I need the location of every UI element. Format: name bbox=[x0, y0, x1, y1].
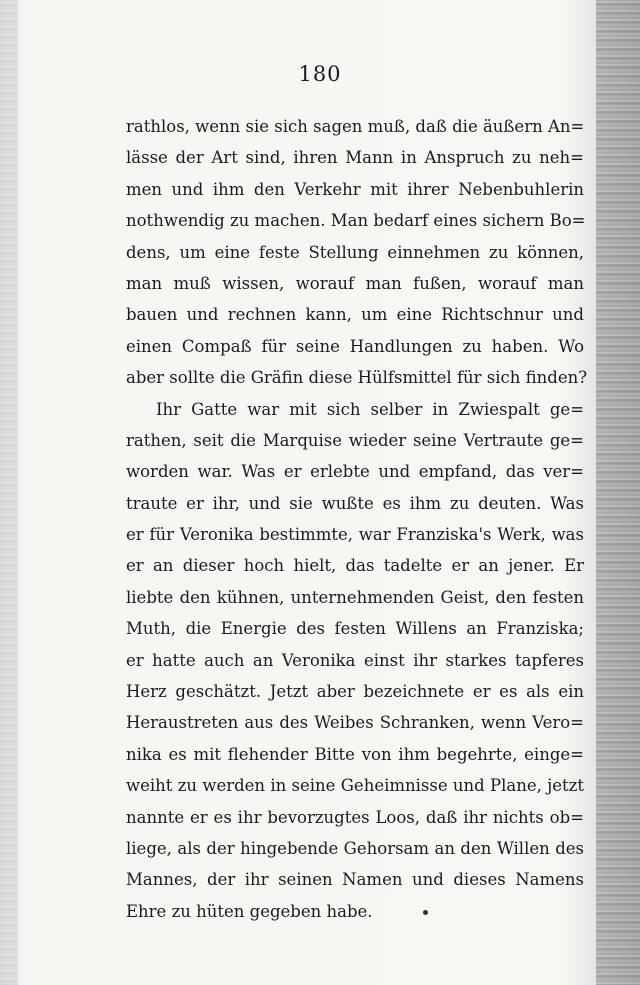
text-line: aber sollte die Gräfin diese Hülfsmittel für sich finden? bbox=[126, 368, 588, 388]
text-line: lässe der Art sind, ihren Mann in Anspruch zu neh= bbox=[126, 148, 584, 168]
text-line: Herz geschätzt. Jetzt aber bezeichnete er es als ein bbox=[126, 682, 584, 702]
text-line: er an dieser hoch hielt, das tadelte er an jener. Er bbox=[126, 556, 584, 576]
text-line: nika es mit flehender Bitte von ihm begehrte, einge= bbox=[126, 744, 584, 764]
ink-speck bbox=[423, 910, 428, 915]
text-line: rathlos, wenn sie sich sagen muß, daß die äußern An= bbox=[126, 117, 585, 136]
scan-left-edge bbox=[0, 0, 18, 985]
text-line: Heraustreten aus des Weibes Schranken, wenn Vero= bbox=[126, 713, 584, 733]
text-line: men und ihm den Verkehr mit ihrer Nebenbuhlerin bbox=[126, 179, 584, 199]
text-line: er für Veronika bestimmte, war Franziska's Werk, was bbox=[126, 525, 584, 545]
page-number: 180 bbox=[298, 62, 342, 86]
text-line: worden war. Was er erlebte und empfand, das ver= bbox=[126, 462, 584, 482]
text-line: man muß wissen, worauf man fußen, worauf man bbox=[126, 273, 584, 293]
text-line: bauen und rechnen kann, um eine Richtschnur und bbox=[126, 305, 584, 325]
text-line: nothwendig zu machen. Man bedarf eines sichern Bo= bbox=[126, 211, 586, 231]
text-line: Mannes, der ihr seinen Namen und dieses Namens bbox=[126, 870, 584, 890]
text-line: liege, als der hingebende Gehorsam an den Willen des bbox=[126, 838, 584, 858]
text-line: rathen, seit die Marquise wieder seine Vertraute ge= bbox=[126, 430, 584, 450]
body-text bbox=[126, 111, 588, 927]
text-line: nannte er es ihr bevorzugtes Loos, daß ihr nichts ob= bbox=[126, 807, 584, 827]
scan-right-edge bbox=[596, 0, 640, 985]
text-line: er hatte auch an Veronika einst ihr starkes tapferes bbox=[126, 650, 584, 670]
text-line: Ehre zu hüten gegeben habe. bbox=[126, 901, 373, 921]
text-line: liebte den kühnen, unternehmenden Geist, den festen bbox=[126, 587, 584, 607]
text-line: weiht zu werden in seine Geheimnisse und Plane, jetzt bbox=[126, 776, 584, 796]
text-line: traute er ihr, und sie wußte es ihm zu deuten. Was bbox=[126, 493, 584, 513]
text-line: Muth, die Energie des festen Willens an Franziska; bbox=[126, 619, 584, 639]
text-line: einen Compaß für seine Handlungen zu haben. Wo bbox=[126, 336, 584, 356]
text-line: Ihr Gatte war mit sich selber in Zwiespalt ge= bbox=[156, 399, 584, 419]
text-line: dens, um eine feste Stellung einnehmen zu können, bbox=[126, 242, 584, 262]
